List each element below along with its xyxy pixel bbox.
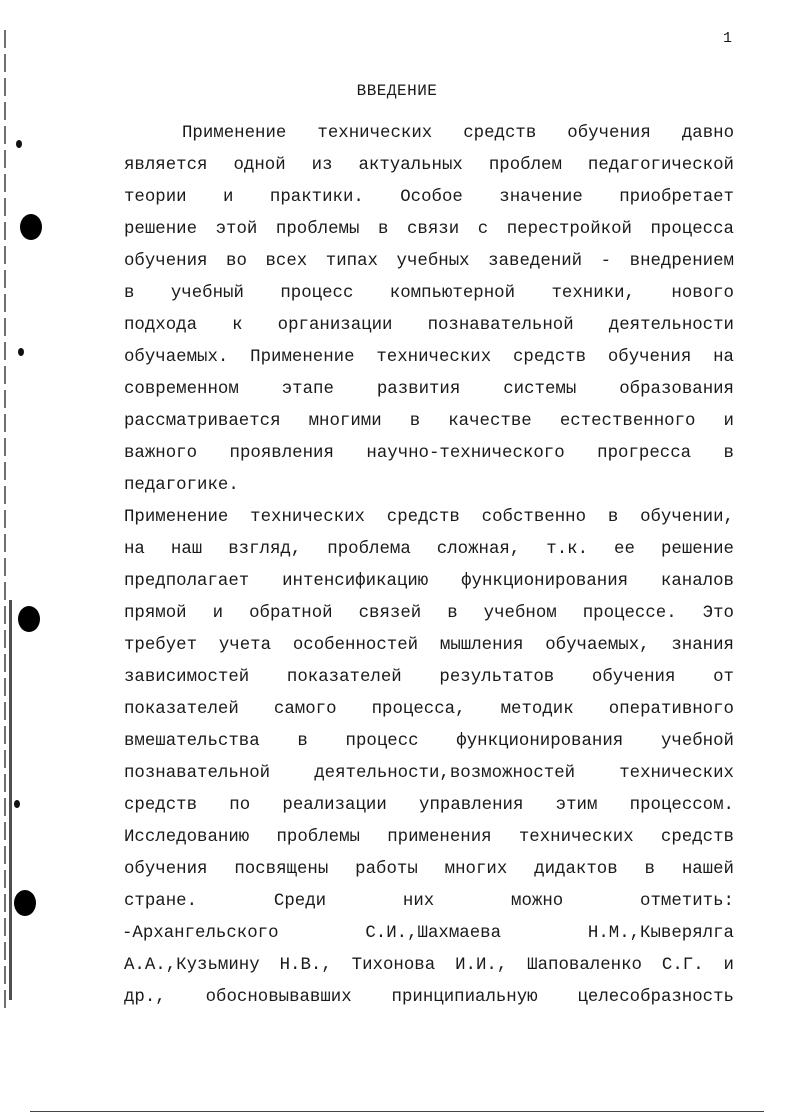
text-line: А.А.,Кузьмину Н.В., Тихонова И.И., Шаповаленко С.Г. и [124,956,734,975]
text-line: стране. Среди них можно отметить: [124,892,734,911]
text-line: обучения во всех типах учебных заведений - внедрением [124,252,734,271]
text-line: на наш взгляд, проблема сложная, т.к. ее решение [124,540,734,559]
text-line: решение этой проблемы в связи с перестройкой процесса [124,220,734,239]
text-line: подхода к организации познавательной деятельности [124,316,734,335]
text-line: обучения посвящены работы многих дидактов в нашей [124,860,734,879]
text-line: требует учета особенностей мышления обучаемых, знания [124,636,734,655]
text-line: зависимостей показателей результатов обучения от [124,668,734,687]
scan-speck [18,348,24,356]
scan-bottom-edge [30,1111,764,1112]
section-heading: ВВЕДЕНИЕ [356,82,438,100]
scan-edge-artifact [9,600,12,1000]
text-line: педагогике. [124,476,239,495]
text-line: теории и практики. Особое значение приобретает [124,188,734,207]
text-line: рассматривается многими в качестве естественного и [124,412,734,431]
text-line: -Архангельского С.И.,Шахмаева Н.М.,Кыверялга [122,924,734,943]
punch-hole-mark [20,214,42,240]
punch-hole-mark [14,890,36,916]
text-line: познавательной деятельности,возможностей технических [124,764,734,783]
text-line: Применение технических средств собственно в обучении, [124,508,734,527]
text-line: предполагает интенсификацию функционирования каналов [124,572,734,591]
text-line: показателей самого процесса, методик оперативного [124,700,734,719]
text-line: вмешательства в процесс функционирования учебной [124,732,734,751]
punch-hole-mark [18,606,40,632]
text-line: Исследованию проблемы применения технических средств [124,828,734,847]
text-line: средств по реализации управления этим процессом. [124,796,734,815]
text-line: Применение технических средств обучения давно [182,124,734,143]
text-line: современном этапе развития системы образования [124,380,734,399]
page-number: 1 [722,30,732,47]
text-line: прямой и обратной связей в учебном процессе. Это [124,604,734,623]
text-line: является одной из актуальных проблем педагогической [124,156,734,175]
scan-speck [14,800,20,808]
scan-edge-artifact [4,30,6,1010]
text-line: важного проявления научно-технического прогресса в [124,444,734,463]
text-line: в учебный процесс компьютерной техники, нового [124,284,734,303]
text-line: обучаемых. Применение технических средств обучения на [124,348,734,367]
body-text [124,118,734,1014]
scan-speck [16,140,22,148]
text-line: др., обосновывавших принципиальную целесобразность [124,988,734,1007]
